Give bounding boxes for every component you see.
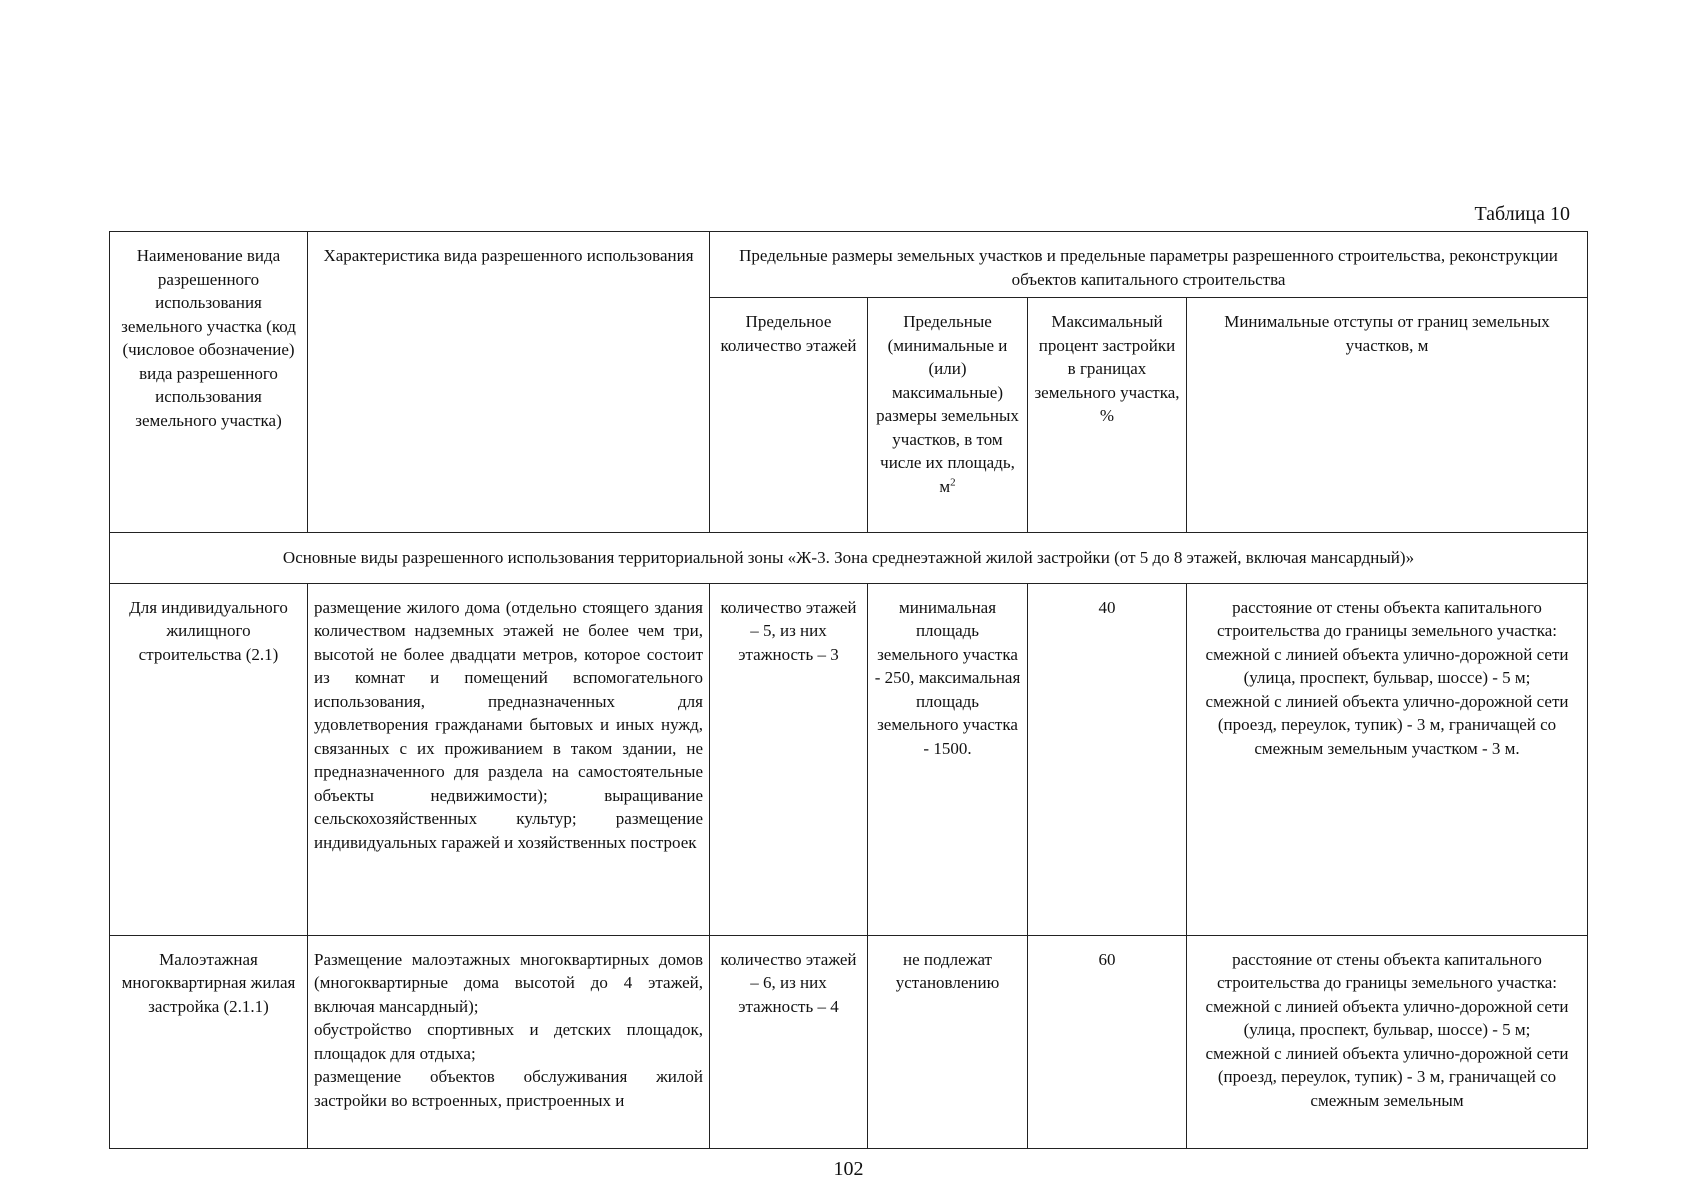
build-percent: 40 (1028, 583, 1187, 935)
header-use-description: Характеристика вида разрешенного использования (308, 232, 710, 533)
description-line: обустройство спортивных и детских площадок, площадок для отдыха; (314, 1020, 703, 1063)
header-floors: Предельное количество этажей (710, 298, 868, 533)
zoning-table (109, 231, 1588, 1149)
table-row (110, 935, 1588, 1148)
use-description-clip (314, 948, 703, 1142)
floors-limit: количество этажей – 5, из них этажность – 3 (710, 583, 868, 935)
header-build-percent: Максимальный процент застройки в границах земельного участка, % (1028, 298, 1187, 533)
build-percent: 60 (1028, 935, 1187, 1148)
setbacks (1187, 583, 1588, 935)
header-use-name: Наименование вида разрешенного использования земельного участка (код (числовое обозначение) вида разрешенного использования земельного участка) (110, 232, 308, 533)
header-limits-group: Предельные размеры земельных участков и предельные параметры разрешенного строительства, реконструкции объектов капитального строительства (710, 232, 1588, 298)
section-row (110, 533, 1588, 584)
use-name: Для индивидуального жилищного строительства (2.1) (110, 583, 308, 935)
description-line: размещение объектов обслуживания жилой застройки во встроенных, пристроенных и (314, 1067, 703, 1110)
section-title: Основные виды разрешенного использования территориальной зоны «Ж-3. Зона среднеэтажной жилой застройки (от 5 до 8 этажей, включая мансардный)» (110, 533, 1588, 584)
floors-limit: количество этажей – 6, из них этажность – 4 (710, 935, 868, 1148)
setbacks (1187, 935, 1588, 1148)
table-row (110, 583, 1588, 935)
use-description: размещение жилого дома (отдельно стоящего здания количеством надземных этажей не более чем три, высотой не более двадцати метров, которое состоит из комнат и помещений вспомогательного использования, предназначенных для удовлетворения гражданами бытовых и иных нужд, связанных с их проживанием в таком здании, не предназначенного для раздела на самостоятельные объекты недвижимости); выращивание сельскохозяйственных культур; размещение индивидуальных гаражей и хозяйственных построек (308, 583, 710, 935)
header-plot-size (868, 298, 1028, 533)
setbacks-clip (1193, 948, 1581, 1142)
header-setbacks: Минимальные отступы от границ земельных участков, м (1187, 298, 1588, 533)
plot-area-limit: не подлежат установлению (868, 935, 1028, 1148)
setbacks-line: смежной с линией объекта улично-дорожной сети (проезд, переулок, тупик) - 3 м, граничащей со смежным земельным участком - 3 м. (1205, 691, 1569, 758)
use-description (308, 935, 710, 1148)
header-plot-size-sup: 2 (950, 475, 956, 488)
setbacks-line: смежной с линией объекта улично-дорожной сети (проезд, переулок, тупик) - 3 м, граничащей со смежным земельным (1205, 1043, 1569, 1110)
setbacks-line: расстояние от стены объекта капитального строительства до границы земельного участка: смежной с линией объекта улично-дорожной сети (улица, проспект, бульвар, шоссе) - 5 м; (1205, 597, 1569, 687)
setbacks-line: расстояние от стены объекта капитального строительства до границы земельного участка: смежной с линией объекта улично-дорожной сети (улица, проспект, бульвар, шоссе) - 5 м; (1205, 949, 1569, 1039)
plot-area-limit: минимальная площадь земельного участка - 250, максимальная площадь земельного участка - 1500. (868, 583, 1028, 935)
page-number: 102 (833, 1158, 864, 1180)
use-name: Малоэтажная многоквартирная жилая застройка (2.1.1) (110, 935, 308, 1148)
header-row-1 (110, 232, 1588, 298)
header-plot-size-text: Предельные (минимальные и (или) максимальные) размеры земельных участков, в том числе их площадь, м (876, 312, 1019, 496)
description-line: Размещение малоэтажных многоквартирных домов (многоквартирные дома высотой до 4 этажей, включая мансардный); (314, 949, 703, 1016)
table-caption: Таблица 10 (1474, 203, 1570, 225)
